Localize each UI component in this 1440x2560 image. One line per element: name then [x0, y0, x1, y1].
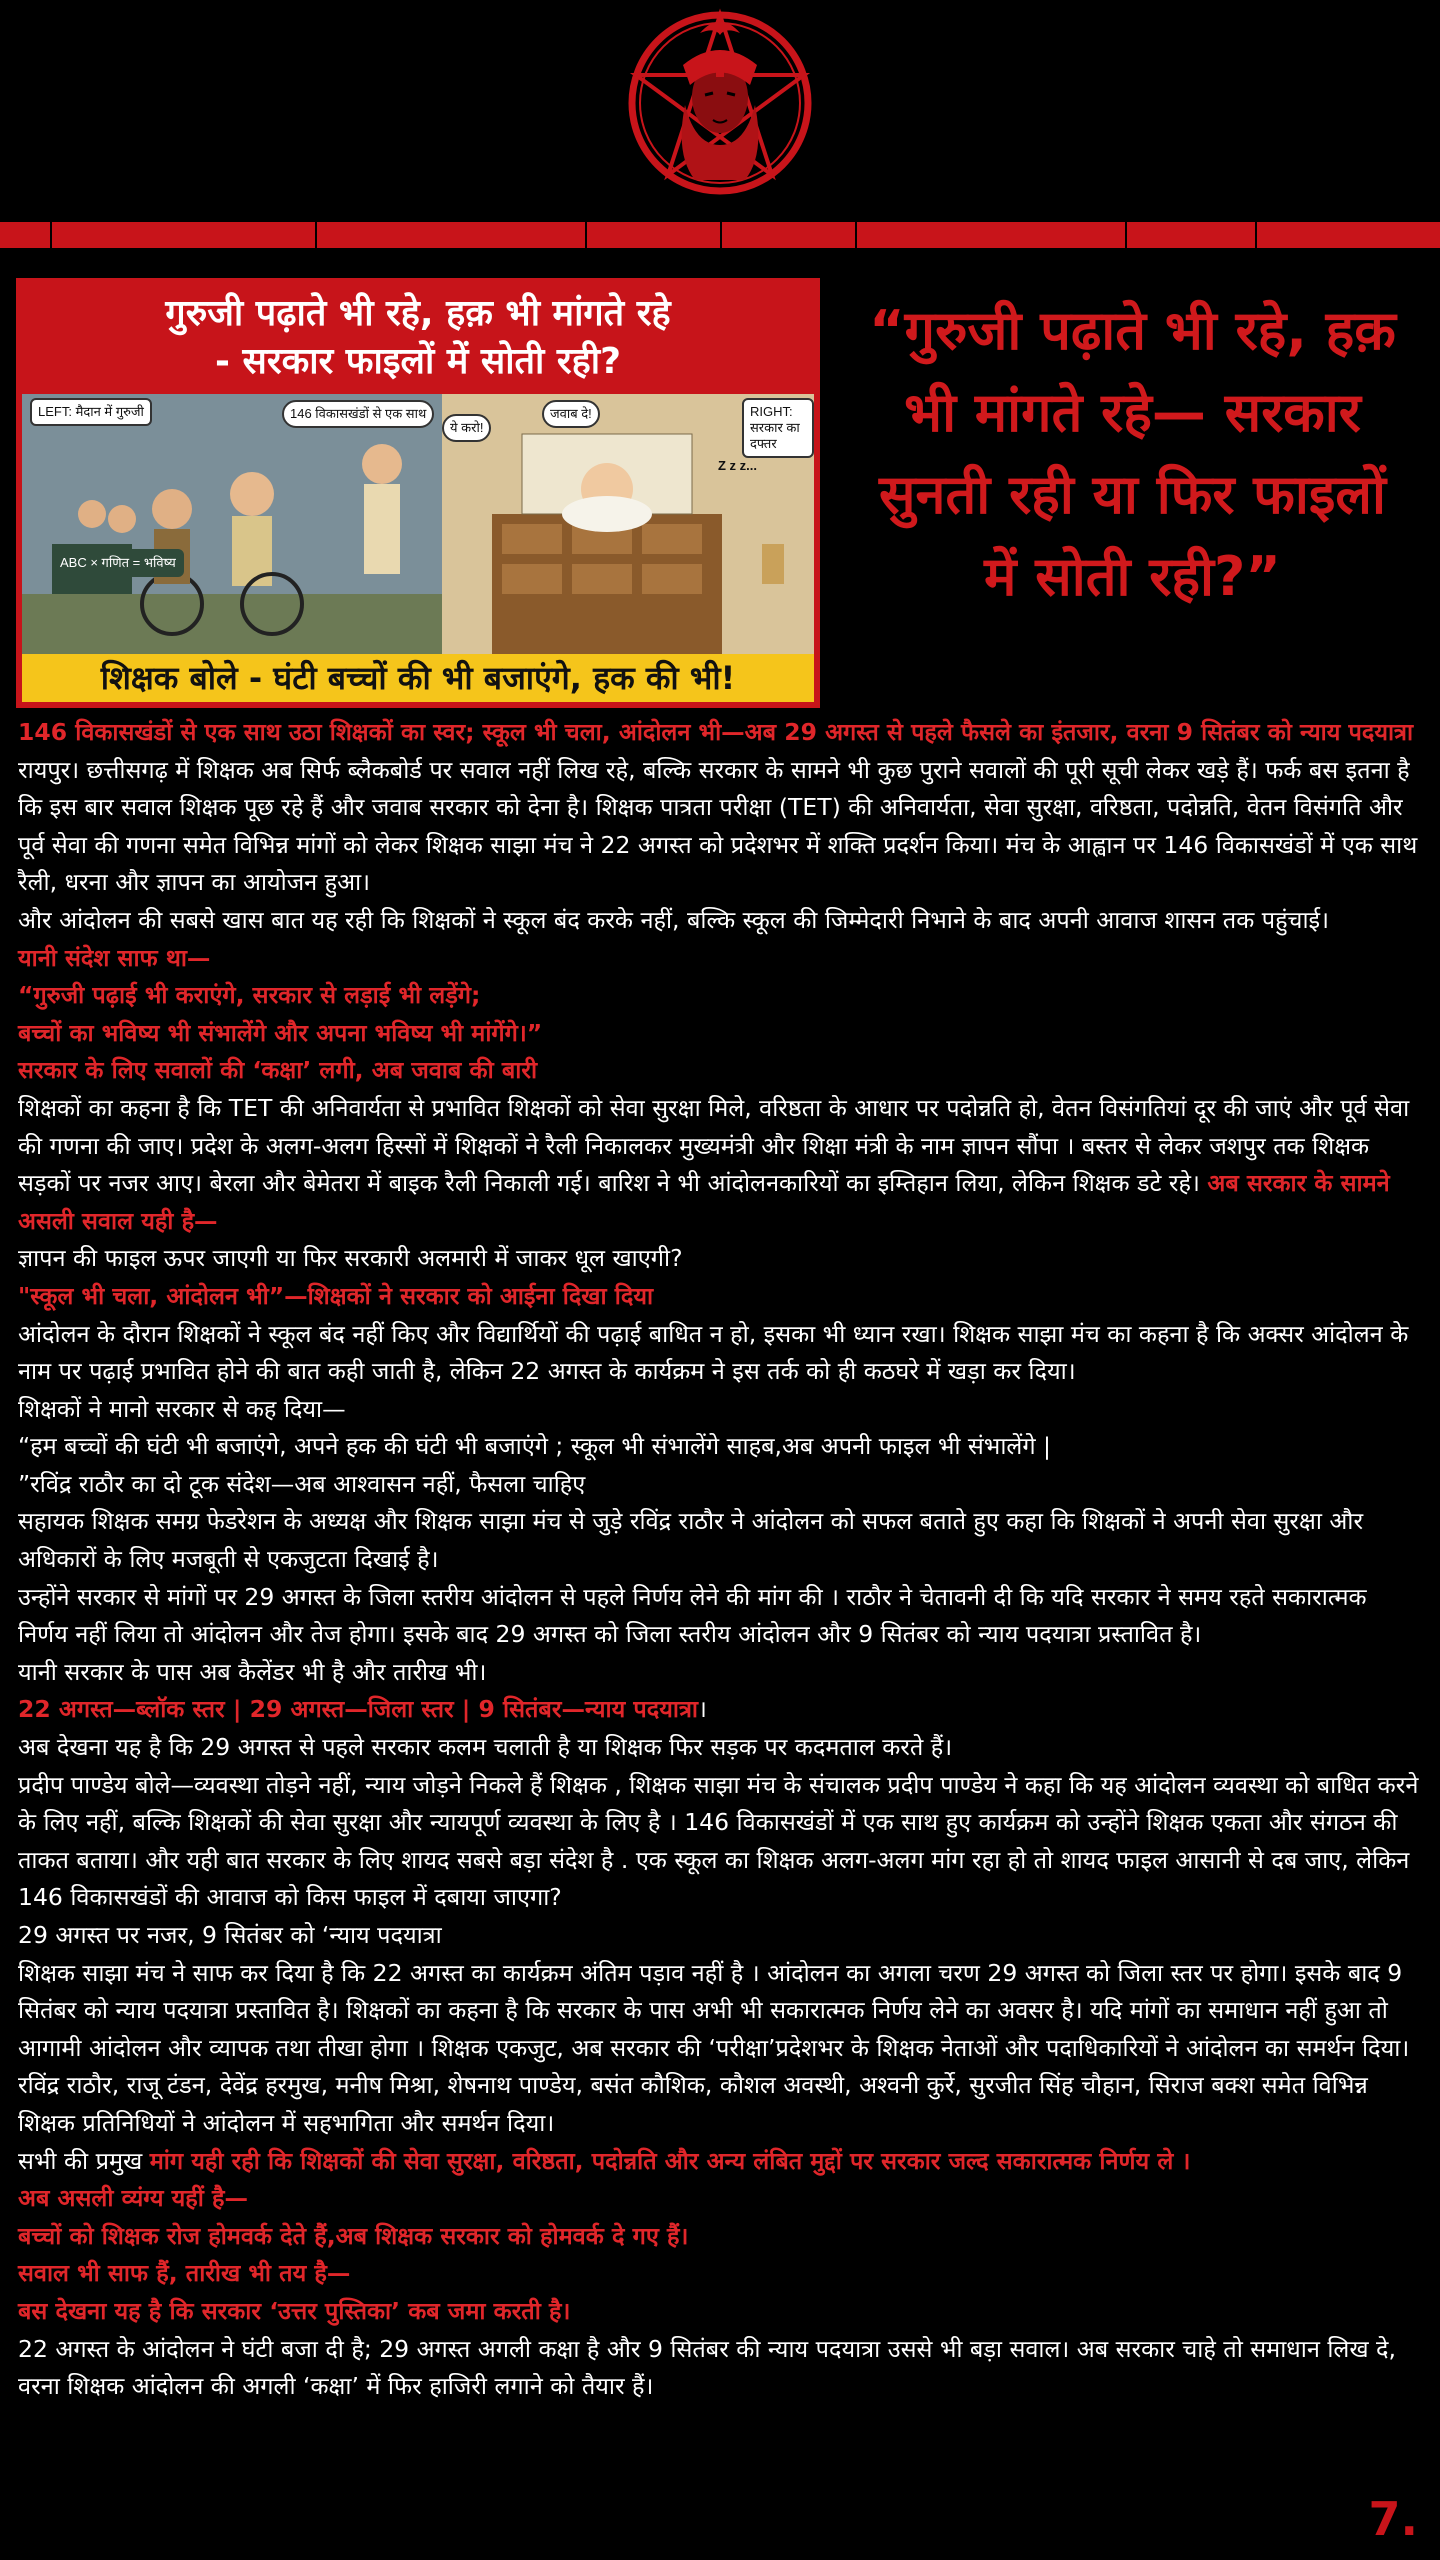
article-paragraph: शिक्षक साझा मंच ने साफ कर दिया है कि 22 अगस्त का कार्यक्रम अंतिम पड़ाव नहीं है । आंदोलन का अगला चरण 29 अगस्त को जिला स्तर पर होगा। इसके बाद 9 सितंबर को न्याय पदयात्रा प्रस्तावित है। शिक्षकों का कहना है कि सरकार के पास अभी भी सकारात्मक निर्णय लेने का अवसर है। यदि मांगों का समाधान नहीं हुआ तो आगामी आंदोलन और व्यापक तथा तीखा होगा । शिक्षक एकजुट, अब सरकार की ‘परीक्षा’प्रदेशभर के शिक्षक नेताओं और पदाधिकारियों ने आंदोलन का समर्थन दिया। रविंद्र राठौर, राजू टंडन, देवेंद्र हरमुख, मनीष मिश्रा, शेषनाथ पाण्डेय, बसंत कौशिक, कौशल अवस्थी, अश्वनी कुर्रे, सुरजीत सिंह चौहान, सिराज बक्श समेत विभिन्न शिक्षक प्रतिनिधियों ने आंदोलन में सहभागिता और समर्थन दिया। — [18, 1958, 1410, 2137]
poster-title — [22, 284, 814, 394]
article-red-line: बच्चों का भविष्य भी संभालेंगे और अपना भविष्य भी मांगेंगे।” — [18, 1018, 543, 1047]
article-paragraph: और आंदोलन की सबसे खास बात यह रही कि शिक्षकों ने स्कूल बंद करके नहीं, बल्कि स्कूल की जिम्मेदारी निभाने के बाद अपनी आवाज शासन तक पहुंचाई। — [18, 905, 1330, 934]
article-section-heading: "स्कूल भी चला, आंदोलन भी”—शिक्षकों ने सरकार को आईना दिखा दिया — [18, 1281, 654, 1310]
article-paragraph: उन्होंने सरकार से मांगों पर 29 अगस्त के जिला स्तरीय आंदोलन से पहले निर्णय लेने की मांग की । राठौर ने चेतावनी दी कि यदि सरकार ने समय रहते सकारात्मक निर्णय नहीं लिया तो आंदोलन और तेज होगा। इसके बाद 29 अगस्त को जिला स्तरीय आंदोलन और 9 सितंबर को न्याय पदयात्रा प्रस्तावित है। — [18, 1582, 1367, 1649]
article-paragraph — [18, 1691, 1423, 1729]
article-red-text: अब सरकार के सामने असली सवाल यही है— — [18, 1169, 1390, 1235]
headline-quote: “गुरुजी पढ़ाते भी रहे, हक़ भी मांगते रहे— सरकार सुनती रही या फिर फाइलों में सोती रही?” — [869, 299, 1396, 608]
article-text: सभी की प्रमुख — [18, 2146, 150, 2175]
poster-scene — [22, 394, 814, 654]
article-body — [18, 714, 1423, 2406]
poster-title-line1: गुरुजी पढ़ाते भी रहे, हक़ भी मांगते रहे — [165, 293, 671, 334]
article-subhead: 146 विकासखंडों से एक साथ उठा शिक्षकों का स्वर; स्कूल भी चला, आंदोलन भी—अब 29 अगस्त से पहले फैसले का इंतजार, वरना 9 सितंबर को न्याय पदयात्रा — [18, 718, 1414, 746]
article-schedule: 22 अगस्त—ब्लॉक स्तर | 29 अगस्त—जिला स्तर | 9 सितंबर—न्याय पदयात्रा — [18, 1695, 699, 1724]
article-paragraph — [18, 1090, 1423, 1240]
article-paragraph: आंदोलन के दौरान शिक्षकों ने स्कूल बंद नहीं किए और विद्यार्थियों की पढ़ाई बाधित न हो, इसका भी ध्यान रखा। शिक्षक साझा मंच का कहना है कि अक्सर आंदोलन के नाम पर पढ़ाई प्रभावित होने की बात कही जाती है, लेकिन 22 अगस्त के कार्यक्रम ने इस तर्क को ही कठघरे में खड़ा कर दिया। — [18, 1319, 1409, 1386]
article-red-line: यानी संदेश साफ था— — [18, 943, 211, 972]
article-text: । — [698, 1695, 707, 1724]
article-paragraph: प्रदीप पाण्डेय बोले—व्यवस्था तोड़ने नहीं, न्याय जोड़ने निकले हैं शिक्षक , शिक्षक साझा मंच के संचालक प्रदीप पाण्डेय ने कहा कि यह आंदोलन व्यवस्था को बाधित करने के लिए नहीं, बल्कि शिक्षकों की सेवा सुरक्षा और न्यायपूर्ण व्यवस्था के लिए है । 146 विकासखंडों में एक साथ हुए कार्यक्रम को उन्होंने शिक्षक एकता और संगठन की ताकत बताया। और यही बात सरकार के लिए शायद सबसे बड़ा संदेश है . एक स्कूल का शिक्षक अलग-अलग मांग रहा हो तो शायद फाइल आसानी से दब जाए, लेकिन 146 विकासखंडों की आवाज को किस फाइल में दबाया जाएगा? — [18, 1770, 1419, 1912]
article-section-heading: सरकार के लिए सवालों की ‘कक्षा’ लगी, अब जवाब की बारी — [18, 1056, 538, 1085]
article-red-line: “गुरुजी पढ़ाई भी कराएंगे, सरकार से लड़ाई भी लड़ेंगे; — [18, 981, 481, 1010]
header-red-band — [0, 222, 1440, 248]
poster-right-tag: RIGHT: सरकार का दफ्तर — [742, 398, 814, 458]
article-paragraph: रायपुर। छत्तीसगढ़ में शिक्षक अब सिर्फ ब्लैकबोर्ड पर सवाल नहीं लिख रहे, बल्कि सरकार के सामने भी कुछ पुराने सवालों की पूरी सूची लेकर खड़े हैं। फर्क बस इतना है कि इस बार सवाल शिक्षक पूछ रहे हैं और जवाब सरकार को देना है। शिक्षक पात्रता परीक्षा (TET) की अनिवार्यता, सेवा सुरक्षा, वरिष्ठता, पदोन्नति, वेतन विसंगति और पूर्व सेवा की गणना समेत विभिन्न मांगों को लेकर शिक्षक साझा मंच ने 22 अगस्त को प्रदेशभर में शक्ति प्रदर्शन किया। मंच के आह्वान पर 146 विकासखंडों में एक साथ रैली, धरना और ज्ञापन का आयोजन हुआ। — [18, 755, 1418, 897]
article-paragraph: अब देखना यह है कि 29 अगस्त से पहले सरकार कलम चलाती है या शिक्षक फिर सड़क पर कदमताल करते हैं। — [18, 1733, 953, 1762]
article-text: शिक्षकों का कहना है कि TET की अनिवार्यता से प्रभावित शिक्षकों को सेवा सुरक्षा मिले, वरिष्ठता के आधार पर पदोन्नति हो, वेतन विसंगतियां दूर की जाएं और पूर्व सेवा की गणना की जाए। प्रदेश के अलग-अलग हिस्सों में शिक्षकों ने रैली निकालकर मुख्यमंत्री और शिक्षा मंत्री के नाम ज्ञापन सौंपा । बस्तर से लेकर जशपुर तक शिक्षक सड़कों पर नजर आए। बेरला और बेमेतरा में बाइक रैली निकाली गई। बारिश ने भी आंदोलनकारियों का इम्तिहान लिया, लेकिन शिक्षक डटे रहे। — [18, 1093, 1410, 1198]
article-paragraph: यानी सरकार के पास अब कैलेंडर भी है और तारीख भी। — [18, 1657, 487, 1686]
article-red-line: अब असली व्यंग्य यहीं है— — [18, 2184, 249, 2213]
cartoon-poster-image — [16, 278, 820, 708]
article-red-line: बस देखना यह है कि सरकार ‘उत्तर पुस्तिका’ कब जमा करती है। — [18, 2296, 571, 2325]
poster-speech-bubble-answer: जवाब दे! — [542, 400, 600, 428]
poster-bottom-banner: शिक्षक बोले - घंटी बच्चों की भी बजाएंगे, हक की भी! — [22, 654, 814, 702]
poster-speech-bubble-do: ये करो! — [442, 414, 491, 442]
page-number: 7. — [1368, 2492, 1418, 2546]
article-paragraph: शिक्षकों ने मानो सरकार से कह दिया— — [18, 1394, 346, 1423]
article-paragraph: 22 अगस्त के आंदोलन ने घंटी बजा दी है; 29 अगस्त अगली कक्षा है और 9 सितंबर की न्याय पदयात्रा उससे भी बड़ा सवाल। अब सरकार चाहे तो समाधान लिख दे, वरना शिक्षक आंदोलन की अगली ‘कक्षा’ में फिर हाजिरी लगाने को तैयार हैं। — [18, 2334, 1396, 2401]
poster-title-line2: - सरकार फाइलों में सोती रही? — [215, 341, 621, 382]
article-paragraph: “हम बच्चों की घंटी भी बजाएंगे, अपने हक की घंटी भी बजाएंगे ; स्कूल भी संभालेंगे साहब,अब अपनी फाइल भी संभालेंगे | — [18, 1432, 1051, 1461]
article-red-line: बच्चों को शिक्षक रोज होमवर्क देते हैं,अब शिक्षक सरकार को होमवर्क दे गए हैं। — [18, 2221, 689, 2250]
article-red-line: सवाल भी साफ हैं, तारीख भी तय है— — [18, 2259, 351, 2288]
article-paragraph — [18, 2143, 1423, 2181]
poster-speech-bubble-blocks: 146 विकासखंडों से एक साथ — [282, 400, 434, 428]
article-red-text: मांग यही रही कि शिक्षकों की सेवा सुरक्षा, वरिष्ठता, पदोन्नति और अन्य लंबित मुद्दों पर सरकार जल्द सकारात्मक निर्णय ले । — [149, 2146, 1191, 2175]
article-paragraph: ज्ञापन की फाइल ऊपर जाएगी या फिर सरकारी अलमारी में जाकर धूल खाएगी? — [18, 1244, 683, 1273]
poster-blackboard: ABC × गणित = भविष्य — [52, 549, 184, 577]
article-paragraph: 29 अगस्त पर नजर, 9 सितंबर को ‘न्याय पदयात्रा — [18, 1921, 442, 1949]
article-paragraph: ”रविंद्र राठौर का दो टूक संदेश—अब आश्वासन नहीं, फैसला चाहिए — [18, 1469, 586, 1498]
poster-sleep-text: Z z z... — [718, 458, 757, 473]
article-paragraph: सहायक शिक्षक समग्र फेडरेशन के अध्यक्ष और शिक्षक साझा मंच से जुड़े रविंद्र राठौर ने आंदोलन को सफल बताते हुए कहा कि शिक्षकों ने अपनी सेवा सुरक्षा और अधिकारों के लिए मजबूती से एकजुटता दिखाई है। — [18, 1507, 1364, 1574]
shiva-logo-icon — [625, 5, 815, 210]
poster-left-tag: LEFT: मैदान में गुरुजी — [30, 398, 152, 426]
